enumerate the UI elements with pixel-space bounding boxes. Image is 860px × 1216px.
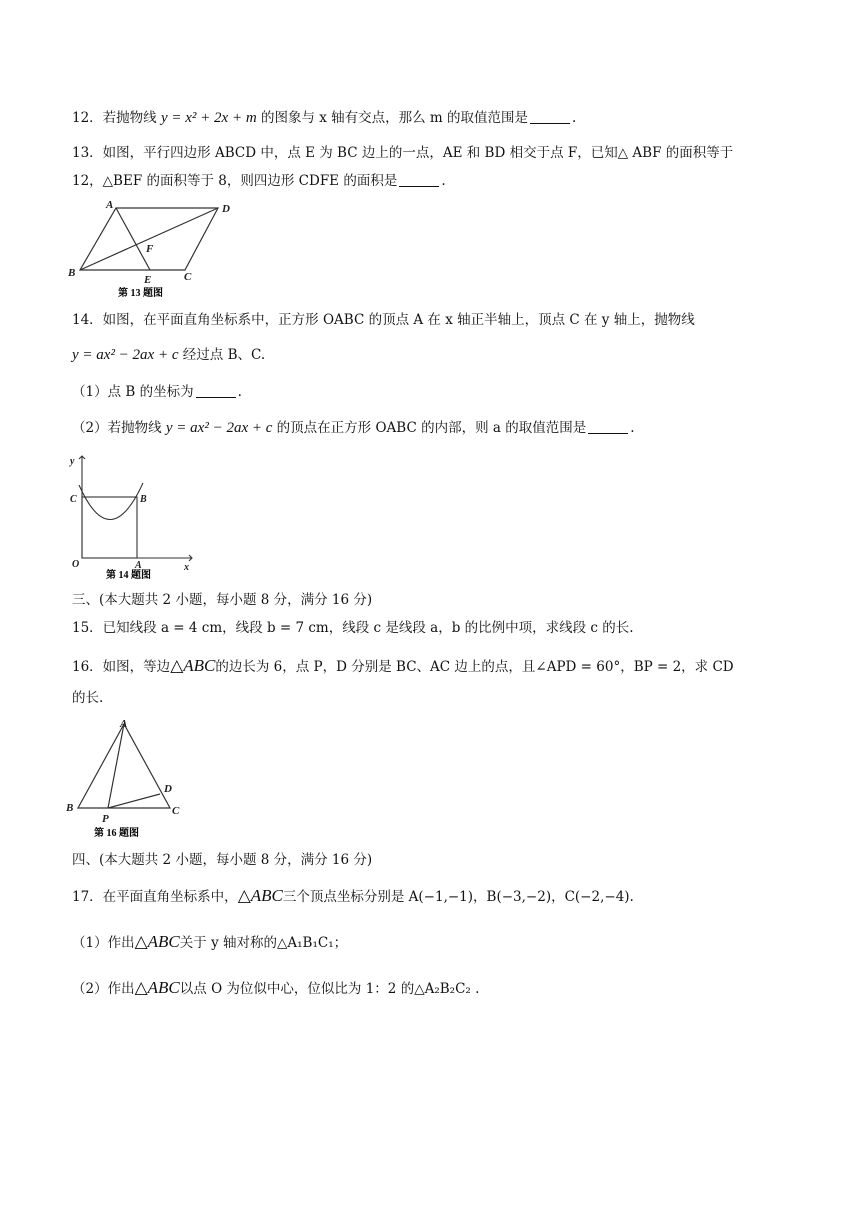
label-y: y bbox=[70, 456, 75, 467]
q17-sub2-post: 以点 O 为位似中心，位似比为 1：2 的△A₂B₂C₂ . bbox=[179, 981, 480, 997]
q16-post: 的边长为 6，点 P，D 分别是 BC、AC 边上的点，且∠APD = 60°，BP = 2，求 CD bbox=[215, 659, 734, 675]
section-4-heading: 四、(本大题共 2 小题，每小题 8 分，满分 16 分) bbox=[72, 852, 373, 868]
answer-blank bbox=[196, 383, 236, 398]
question-14-sub2 bbox=[72, 418, 635, 438]
segment-ae bbox=[116, 208, 150, 270]
figure-16-triangle bbox=[62, 716, 192, 842]
q14-sub2-end: . bbox=[630, 420, 635, 436]
q17-pre: 17．在平面直角坐标系中， bbox=[72, 889, 238, 905]
question-15: 15．已知线段 a = 4 cm，线段 b = 7 cm，线段 c 是线段 a，b 的比例中项，求线段 c 的长. bbox=[72, 620, 634, 636]
label-o: O bbox=[72, 559, 80, 570]
q17-sub1-triangle: △ABC bbox=[134, 932, 180, 951]
question-12 bbox=[72, 108, 576, 128]
label-a: A bbox=[135, 560, 142, 571]
label-b: B bbox=[68, 267, 76, 279]
label-c: C bbox=[172, 805, 180, 817]
q16-pre: 16．如图，等边 bbox=[72, 659, 171, 675]
answer-blank bbox=[588, 419, 628, 434]
label-p: P bbox=[102, 813, 109, 825]
q17-triangle: △ABC bbox=[237, 886, 283, 905]
figure-13-parallelogram bbox=[60, 198, 240, 302]
q17-sub2-pre: （2）作出 bbox=[72, 981, 135, 997]
label-a: A bbox=[106, 199, 114, 211]
figure-14-square-parabola bbox=[60, 450, 200, 582]
q12-pre: 12．若抛物线 bbox=[72, 110, 161, 126]
segment-bd bbox=[80, 208, 218, 270]
answer-blank bbox=[399, 172, 439, 187]
question-17 bbox=[72, 886, 634, 907]
question-14-sub1 bbox=[72, 382, 242, 402]
question-16-line1 bbox=[72, 656, 734, 677]
figure-16-caption: 第 16 题图 bbox=[94, 828, 139, 839]
q14-line2-post: 经过点 B、C. bbox=[178, 347, 266, 363]
label-a: A bbox=[120, 718, 128, 730]
q13-line2-end: . bbox=[441, 173, 446, 189]
label-e: E bbox=[144, 274, 152, 286]
figure-14-caption: 第 14 题图 bbox=[106, 570, 151, 581]
answer-blank bbox=[530, 109, 570, 124]
question-13-line1: 13．如图，平行四边形 ABCD 中，点 E 为 BC 边上的一点，AE 和 BD 相交于点 F，已知△ ABF 的面积等于 bbox=[72, 145, 734, 161]
q13-line2-pre: 12，△BEF 的面积等于 8，则四边形 CDFE 的面积是 bbox=[72, 173, 398, 189]
q17-sub1-post: 关于 y 轴对称的△A₁B₁C₁； bbox=[179, 935, 348, 951]
question-17-sub2 bbox=[72, 978, 479, 999]
section-3-heading: 三、(本大题共 2 小题，每小题 8 分，满分 16 分) bbox=[72, 592, 373, 608]
parabola bbox=[79, 483, 143, 520]
label-c: C bbox=[70, 494, 77, 505]
q14-formula: y = ax² − 2ax + c bbox=[72, 347, 179, 363]
q12-post: 的图象与 x 轴有交点，那么 m 的取值范围是 bbox=[256, 110, 529, 126]
question-14-line2 bbox=[72, 345, 265, 365]
label-c: C bbox=[184, 271, 192, 283]
q17-post: 三个顶点坐标分别是 A(−1,−1)，B(−3,−2)，C(−2,−4). bbox=[282, 889, 634, 905]
question-13-line2 bbox=[72, 171, 446, 191]
q14-sub2-formula: y = ax² − 2ax + c bbox=[165, 420, 273, 436]
question-17-sub1 bbox=[72, 932, 347, 953]
q14-sub1-end: . bbox=[237, 384, 242, 400]
q16-triangle: △ABC bbox=[170, 656, 216, 675]
question-14-line1: 14．如图，在平面直角坐标系中，正方形 OABC 的顶点 A 在 x 轴正半轴上，顶点 C 在 y 轴上，抛物线 bbox=[72, 312, 695, 328]
question-16-line2: 的长. bbox=[72, 690, 104, 706]
q14-sub2-post: 的顶点在正方形 OABC 的内部，则 a 的取值范围是 bbox=[272, 420, 587, 436]
q12-formula: y = x² + 2x + m bbox=[160, 110, 257, 126]
figure-13-caption: 第 13 题图 bbox=[118, 288, 163, 299]
label-b: B bbox=[140, 494, 147, 505]
q17-sub1-pre: （1）作出 bbox=[72, 935, 135, 951]
label-x: x bbox=[184, 562, 189, 573]
q17-sub2-triangle: △ABC bbox=[134, 978, 180, 997]
q14-sub1-pre: （1）点 B 的坐标为 bbox=[72, 384, 194, 400]
label-d: D bbox=[164, 783, 172, 795]
label-f: F bbox=[146, 243, 154, 255]
label-d: D bbox=[222, 203, 230, 215]
segment-pd bbox=[108, 794, 160, 808]
q12-end: . bbox=[572, 110, 577, 126]
q14-sub2-pre: （2）若抛物线 bbox=[72, 420, 166, 436]
label-b: B bbox=[66, 802, 74, 814]
segment-ap bbox=[108, 724, 124, 808]
